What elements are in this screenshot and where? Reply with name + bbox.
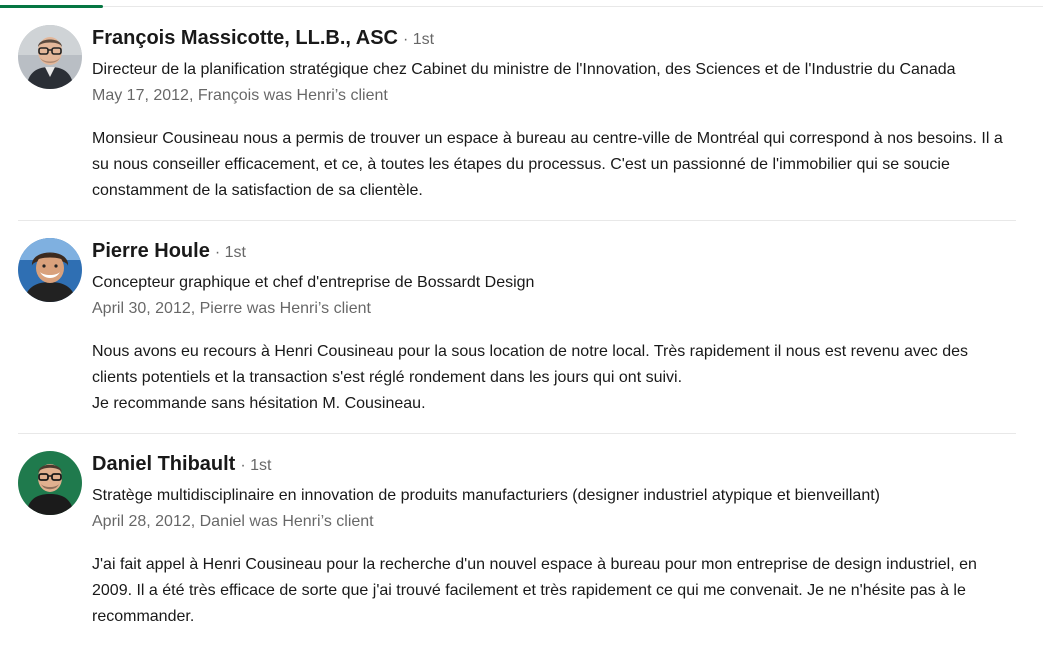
recommendation-paragraph: Nous avons eu recours à Henri Cousineau pour la sous location de notre local. Très rapidement il nous est revenu avec des clients potentiels et la transaction s'est réglé rondement dans les jours qui ont suivi. bbox=[92, 343, 969, 386]
recommender-headline: Directeur de la planification stratégique chez Cabinet du ministre de l'Innovation, des Sciences et de l'Industrie du Canada bbox=[92, 61, 956, 78]
name-line bbox=[92, 453, 1016, 483]
person-with-glasses-avatar-icon bbox=[18, 25, 82, 89]
recommendation-item bbox=[18, 8, 1016, 221]
recommender-headline: Stratège multidisciplinaire en innovation de produits manufacturiers (designer industriel atypique et bienveillant) bbox=[92, 487, 880, 504]
recommendation-date-relationship: April 30, 2012, Pierre was Henri’s client bbox=[92, 300, 371, 317]
name-line bbox=[92, 240, 1016, 270]
recommendations-list bbox=[18, 8, 1016, 646]
recommendation-text bbox=[92, 339, 1016, 417]
avatar[interactable] bbox=[18, 238, 82, 302]
person-smiling-avatar-icon bbox=[18, 238, 82, 302]
name-line bbox=[92, 27, 1016, 57]
recommendation-paragraph: Monsieur Cousineau nous a permis de trouver un espace à bureau au centre-ville de Montréal qui correspond à nos besoins. Il a su nous conseiller efficacement, et ce, à toutes les étapes du processus. C'est un passionné de l'immobilier qui se soucie constamment de la satisfaction de sa clientèle. bbox=[92, 130, 1003, 199]
recommendation-item bbox=[18, 221, 1016, 434]
recommender-name[interactable]: François Massicotte, LL.B., ASC bbox=[92, 27, 398, 49]
recommendation-text bbox=[92, 552, 1016, 630]
connection-degree: · 1st bbox=[403, 31, 435, 48]
recommender-name[interactable]: Daniel Thibault bbox=[92, 453, 236, 475]
recommendation-date-relationship: May 17, 2012, François was Henri’s client bbox=[92, 87, 388, 104]
recommender-name[interactable]: Pierre Houle bbox=[92, 240, 210, 262]
recommendation-text bbox=[92, 126, 1016, 204]
recommender-headline: Concepteur graphique et chef d'entreprise de Bossardt Design bbox=[92, 274, 535, 291]
connection-degree: · 1st bbox=[240, 457, 272, 474]
recommendation-date-relationship: April 28, 2012, Daniel was Henri’s client bbox=[92, 513, 374, 530]
recommendation-paragraph: J'ai fait appel à Henri Cousineau pour la recherche d'un nouvel espace à bureau pour mon entreprise de design industriel, en 2009. Il a été très efficace de sorte que j'ai trouvé facilement et très rapidement ce qui me convenait. Je ne n'hésite pas à le recommander. bbox=[92, 556, 977, 625]
avatar[interactable] bbox=[18, 25, 82, 89]
connection-degree: · 1st bbox=[214, 244, 246, 261]
recommendation-item bbox=[18, 434, 1016, 646]
avatar[interactable] bbox=[18, 451, 82, 515]
person-with-glasses-avatar-icon bbox=[18, 451, 82, 515]
tab-bar-divider bbox=[0, 6, 1043, 7]
recommendation-paragraph: Je recommande sans hésitation M. Cousineau. bbox=[92, 395, 426, 412]
